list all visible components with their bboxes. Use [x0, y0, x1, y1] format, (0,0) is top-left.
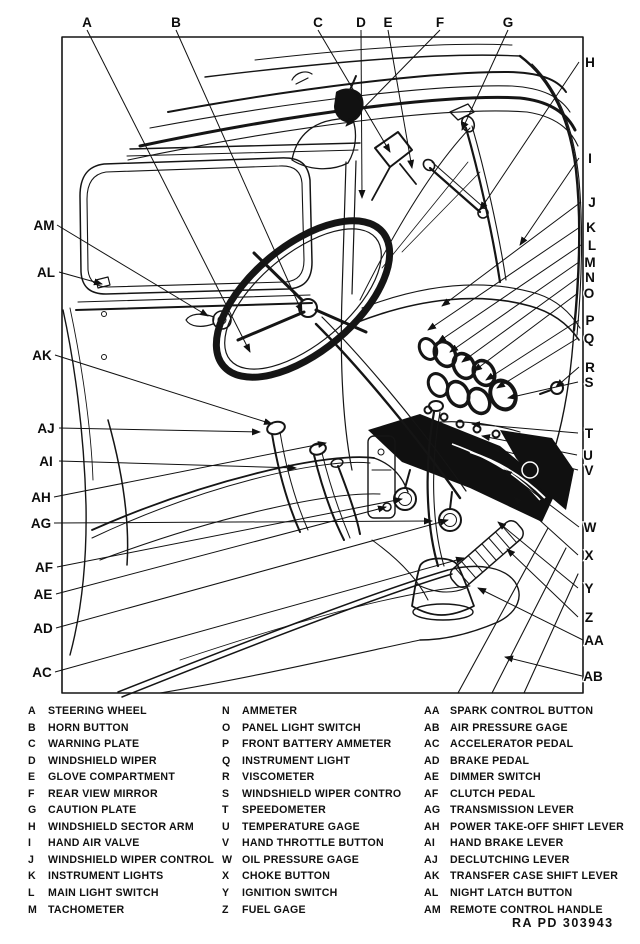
- legend-item-X: [222, 868, 422, 885]
- legend-item-D: [28, 753, 223, 770]
- legend-item-P: [222, 736, 422, 753]
- leader-line-Q: [497, 338, 578, 388]
- legend-item-H: [28, 819, 223, 836]
- floor-lines: [372, 528, 578, 693]
- legend-label: HORN BUTTON: [48, 721, 129, 734]
- callout-letter-AD: AD: [33, 621, 53, 636]
- accelerator-pedal: [447, 518, 526, 591]
- legend-label: FRONT BATTERY AMMETER: [242, 738, 392, 751]
- leader-line-AC: [55, 558, 464, 672]
- legend-column-2: [222, 703, 422, 918]
- legend-item-AI: [424, 835, 638, 852]
- callout-letter-G: G: [502, 15, 514, 30]
- callout-letter-AL: AL: [37, 265, 55, 280]
- leader-line-E: [388, 30, 412, 168]
- legend-label: ACCELERATOR PEDAL: [450, 738, 574, 751]
- legend-key: AK: [424, 870, 440, 883]
- callout-letter-V: V: [584, 463, 594, 478]
- legend-key: U: [222, 820, 230, 833]
- callout-letter-J: J: [588, 195, 596, 210]
- legend-key: AG: [424, 804, 441, 817]
- legend-label: POWER TAKE-OFF SHIFT LEVER: [450, 820, 625, 833]
- legend-item-S: [222, 786, 422, 803]
- legend-key: AC: [424, 738, 440, 751]
- legend-item-C: [28, 736, 223, 753]
- legend-key: C: [28, 738, 36, 751]
- legend-label: GLOVE COMPARTMENT: [48, 771, 176, 784]
- callout-letter-A: A: [82, 15, 92, 30]
- legend-item-E: [28, 769, 223, 786]
- legend-label: VISCOMETER: [242, 771, 315, 784]
- legend-item-L: [28, 885, 223, 902]
- callout-letter-AK: AK: [32, 348, 52, 363]
- callout-letter-U: U: [583, 448, 593, 463]
- legend-item-N: [222, 703, 422, 720]
- callout-letter-T: T: [584, 426, 594, 441]
- legend-key: J: [28, 853, 35, 866]
- legend-label: SPARK CONTROL BUTTON: [450, 705, 594, 717]
- callout-letter-E: E: [383, 15, 393, 30]
- legend-item-AD: [424, 753, 638, 770]
- windshield-wiper-arm: [421, 114, 506, 282]
- legend-key: AM: [424, 903, 441, 916]
- legend-label: TRANSFER CASE SHIFT LEVER: [450, 870, 619, 883]
- declutching-lever-knob: [266, 420, 286, 436]
- legend-label: PANEL LIGHT SWITCH: [242, 721, 361, 734]
- legend-key: A: [28, 705, 36, 717]
- legend-key: Z: [222, 903, 229, 916]
- legend-item-A: [28, 703, 223, 720]
- leader-line-H: [480, 62, 579, 210]
- callout-letter-O: O: [583, 286, 595, 301]
- legend-key: K: [28, 870, 36, 883]
- windshield-pillar: [360, 56, 581, 480]
- legend-label: HAND AIR VALVE: [48, 837, 140, 850]
- legend-item-Q: [222, 753, 422, 770]
- legend-label: CAUTION PLATE: [48, 804, 137, 817]
- callout-letter-X: X: [584, 548, 594, 563]
- callout-letter-AH: AH: [31, 490, 51, 505]
- legend-label: STEERING WHEEL: [48, 705, 147, 717]
- leader-line-AB: [505, 657, 582, 676]
- callout-letter-W: W: [583, 520, 597, 535]
- leader-line-T: [472, 424, 578, 433]
- rear-view-mirror: [334, 89, 364, 123]
- legend-key: X: [222, 870, 230, 883]
- legend-label: NIGHT LATCH BUTTON: [450, 887, 573, 900]
- legend-label: IGNITION SWITCH: [242, 887, 338, 900]
- legend: [0, 703, 640, 918]
- legend-item-I: [28, 835, 223, 852]
- legend-key: AF: [424, 787, 439, 800]
- legend-item-T: [222, 802, 422, 819]
- legend-key: H: [28, 820, 36, 833]
- legend-label: HAND THROTTLE BUTTON: [242, 837, 384, 850]
- legend-key: E: [28, 771, 36, 784]
- legend-key: I: [28, 837, 32, 850]
- legend-label: BRAKE PEDAL: [450, 754, 530, 767]
- legend-label: WINDSHIELD WIPER CONTROL: [48, 853, 215, 866]
- callout-letter-AM: AM: [33, 218, 55, 233]
- legend-item-AC: [424, 736, 638, 753]
- legend-key: AH: [424, 820, 440, 833]
- leader-line-A: [87, 30, 250, 352]
- callout-letter-AJ: AJ: [37, 421, 55, 436]
- legend-item-AF: [424, 786, 638, 803]
- callout-letter-AF: AF: [35, 560, 53, 575]
- legend-item-AE: [424, 769, 638, 786]
- callout-letter-AC: AC: [32, 665, 52, 680]
- legend-item-K: [28, 868, 223, 885]
- leader-line-G: [462, 30, 508, 130]
- legend-key: G: [28, 804, 37, 817]
- callout-letter-N: N: [585, 270, 595, 285]
- callout-letter-Z: Z: [584, 610, 594, 625]
- legend-label: REMOTE CONTROL HANDLE: [450, 903, 603, 916]
- callout-letter-K: K: [586, 220, 596, 235]
- callout-letter-AE: AE: [33, 587, 53, 602]
- legend-key: AE: [424, 771, 440, 784]
- legend-label: WINDSHIELD WIPER: [48, 754, 157, 767]
- legend-label: TEMPERATURE GAGE: [242, 820, 360, 833]
- legend-label: MAIN LIGHT SWITCH: [48, 887, 159, 900]
- legend-key: Q: [222, 754, 231, 767]
- legend-item-G: [28, 802, 223, 819]
- legend-key: F: [28, 787, 35, 800]
- legend-label: HAND BRAKE LEVER: [450, 837, 564, 850]
- legend-label: AIR PRESSURE GAGE: [450, 721, 568, 734]
- callout-letter-AA: AA: [584, 633, 604, 648]
- legend-label: WINDSHIELD WIPER CONTRO: [242, 787, 402, 800]
- callout-letter-D: D: [356, 15, 366, 30]
- legend-item-AB: [424, 720, 638, 737]
- legend-key: V: [222, 837, 230, 850]
- callout-letter-H: H: [585, 55, 595, 70]
- legend-key: AA: [424, 705, 440, 717]
- legend-item-M: [28, 902, 223, 919]
- legend-item-AL: [424, 885, 638, 902]
- legend-key: AJ: [424, 853, 439, 866]
- leader-line-AA: [478, 588, 583, 640]
- legend-item-AA: [424, 703, 638, 720]
- legend-item-AJ: [424, 852, 638, 869]
- legend-item-AG: [424, 802, 638, 819]
- legend-item-Z: [222, 902, 422, 919]
- transfer-case-lever-knob: [309, 442, 327, 457]
- brake-pedal: [439, 509, 461, 531]
- callout-letter-L: L: [587, 238, 597, 253]
- callout-letter-R: R: [585, 360, 595, 375]
- legend-item-F: [28, 786, 223, 803]
- callout-letter-AI: AI: [39, 454, 53, 469]
- leader-line-F: [346, 30, 440, 126]
- legend-key: B: [28, 721, 36, 734]
- legend-key: AI: [424, 837, 436, 850]
- clutch-pedal: [394, 488, 416, 510]
- legend-key: AL: [424, 887, 439, 900]
- callout-letter-M: M: [584, 255, 596, 270]
- legend-label: SPEEDOMETER: [242, 804, 326, 817]
- dashboard: [358, 285, 580, 437]
- legend-label: INSTRUMENT LIGHTS: [48, 870, 164, 883]
- legend-label: AMMETER: [242, 705, 298, 717]
- figure-credit: RA PD 303943: [512, 916, 614, 930]
- leader-line-D: [361, 30, 362, 198]
- legend-label: FUEL GAGE: [242, 903, 306, 916]
- legend-key: AD: [424, 754, 440, 767]
- leader-line-B: [176, 30, 302, 312]
- legend-item-AH: [424, 819, 638, 836]
- callout-letter-Y: Y: [584, 581, 594, 596]
- legend-label: TRANSMISSION LEVER: [450, 804, 574, 817]
- legend-label: OIL PRESSURE GAGE: [242, 853, 360, 866]
- leader-line-AD: [56, 520, 448, 628]
- leader-line-AF: [57, 499, 402, 567]
- legend-column-3: [424, 703, 638, 918]
- legend-label: TACHOMETER: [48, 903, 125, 916]
- callout-letter-F: F: [435, 15, 445, 30]
- legend-key: L: [28, 887, 35, 900]
- legend-key: T: [222, 804, 229, 817]
- legend-key: M: [28, 903, 38, 916]
- legend-item-J: [28, 852, 223, 869]
- legend-item-V: [222, 835, 422, 852]
- legend-label: INSTRUMENT LIGHT: [242, 754, 351, 767]
- leader-line-P: [486, 320, 579, 380]
- callout-letter-I: I: [588, 151, 592, 166]
- leader-line-I: [520, 158, 579, 245]
- callout-letter-P: P: [585, 313, 595, 328]
- legend-label: WARNING PLATE: [48, 738, 140, 751]
- legend-key: Y: [222, 887, 230, 900]
- legend-key: O: [222, 721, 231, 734]
- legend-key: P: [222, 738, 230, 751]
- callout-letter-C: C: [313, 15, 323, 30]
- legend-item-Y: [222, 885, 422, 902]
- legend-label: CLUTCH PEDAL: [450, 787, 536, 800]
- legend-key: AB: [424, 721, 440, 734]
- legend-label: DIMMER SWITCH: [450, 771, 541, 784]
- legend-item-W: [222, 852, 422, 869]
- legend-item-R: [222, 769, 422, 786]
- cab-interior-illustration: [63, 44, 581, 697]
- leader-line-AI: [59, 461, 296, 468]
- callout-letter-AG: AG: [30, 516, 52, 531]
- callout-letter-Q: Q: [583, 331, 595, 346]
- legend-label: CHOKE BUTTON: [242, 870, 331, 883]
- callout-letter-S: S: [584, 375, 594, 390]
- legend-item-O: [222, 720, 422, 737]
- callout-letter-B: B: [171, 15, 181, 30]
- callout-letter-AB: AB: [583, 669, 603, 684]
- legend-key: S: [222, 787, 230, 800]
- legend-key: W: [222, 853, 233, 866]
- legend-label: DECLUTCHING LEVER: [450, 853, 570, 866]
- legend-item-B: [28, 720, 223, 737]
- legend-item-AK: [424, 868, 638, 885]
- legend-key: D: [28, 754, 36, 767]
- legend-key: N: [222, 705, 230, 717]
- legend-item-U: [222, 819, 422, 836]
- legend-label: WINDSHIELD SECTOR ARM: [48, 820, 194, 833]
- legend-column-1: [28, 703, 223, 918]
- legend-key: R: [222, 771, 230, 784]
- legend-label: REAR VIEW MIRROR: [48, 787, 158, 800]
